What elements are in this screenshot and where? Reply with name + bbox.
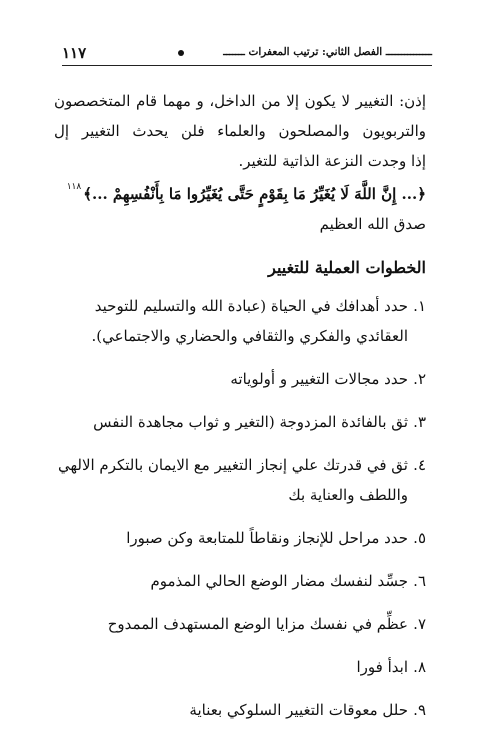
- list-item: [54, 566, 426, 596]
- step-text-continued: العقائدي والفكري والثقافي والحضاري والاجتماعي).: [91, 327, 408, 345]
- step-number: ٦.: [413, 572, 426, 590]
- step-text: ثق بالفائدة المزدوجة (التغير و ثواب مجاهدة النفس: [93, 413, 408, 431]
- step-number: ٧.: [413, 615, 426, 633]
- step-text: حلل معوقات التغيير السلوكي بعناية: [189, 701, 408, 719]
- step-number: ٢.: [413, 370, 426, 388]
- list-item: [54, 609, 426, 639]
- step-text-continued: واللطف والعناية بك: [288, 486, 408, 504]
- list-item: [54, 364, 426, 394]
- list-item: [54, 523, 426, 553]
- list-item: [54, 291, 426, 351]
- verse-closing: صدق الله العظيم: [319, 215, 426, 233]
- step-text: حدد أهدافك في الحياة (عبادة الله والتسليم للتوحيد: [94, 297, 408, 315]
- step-text: حدد مراحل للإنجاز ونقاطاً للمتابعة وكن صبورا: [126, 529, 408, 547]
- step-number: ١.: [413, 297, 426, 315]
- verse-text: ﴿... إِنَّ اللَّهَ لَا يُغَيِّرُ مَا بِقَوْمٍ حَتَّى يُغَيِّرُوا مَا بِأَنْفُسِهِمْ ...﴾: [83, 185, 426, 203]
- step-text: ثق في قدرتك علي إنجاز التغيير مع الايمان بالتكرم الالهي: [57, 456, 408, 474]
- step-number: ٩.: [413, 701, 426, 719]
- intro-line: والتربويون والمصلحون والعلماء فلن يحدث التغيير إل: [54, 122, 426, 140]
- section-title: الخطوات العملية للتغيير: [268, 258, 426, 277]
- intro-line: إذن: التغيير لا يكون إلا من الداخل، و مهما قام المتخصصون: [54, 92, 426, 110]
- running-head: ـــــــــــــــ الفصل الثاني: ترتيب المعفرات ـــــــ: [223, 46, 432, 58]
- page-header: [62, 44, 432, 66]
- page-body: [54, 86, 426, 738]
- list-item: [54, 407, 426, 437]
- step-number: ٥.: [413, 529, 426, 547]
- step-text: ابدأ فورا: [356, 658, 408, 676]
- list-item: [54, 652, 426, 682]
- list-item: [54, 450, 426, 510]
- intro-line: إذا وجدت النزعة الذاتية للتغير.: [238, 152, 426, 170]
- step-number: ٤.: [413, 456, 426, 474]
- quran-verse: [54, 176, 426, 209]
- list-item: [54, 695, 426, 725]
- step-text: جسِّد لنفسك مضار الوضع الحالي المذموم: [150, 572, 408, 590]
- header-bullet-dot: [178, 50, 184, 56]
- footnote-reference: ١١٨: [66, 182, 82, 192]
- step-text: حدد مجالات التغيير و أولوياته: [230, 370, 408, 388]
- page-number: ١١٧: [62, 44, 87, 62]
- header-rule: [62, 65, 432, 66]
- step-number: ٨.: [413, 658, 426, 676]
- step-text: عظِّم في نفسك مزايا الوضع المستهدف الممدوح: [107, 615, 408, 633]
- step-number: ٣.: [413, 413, 426, 431]
